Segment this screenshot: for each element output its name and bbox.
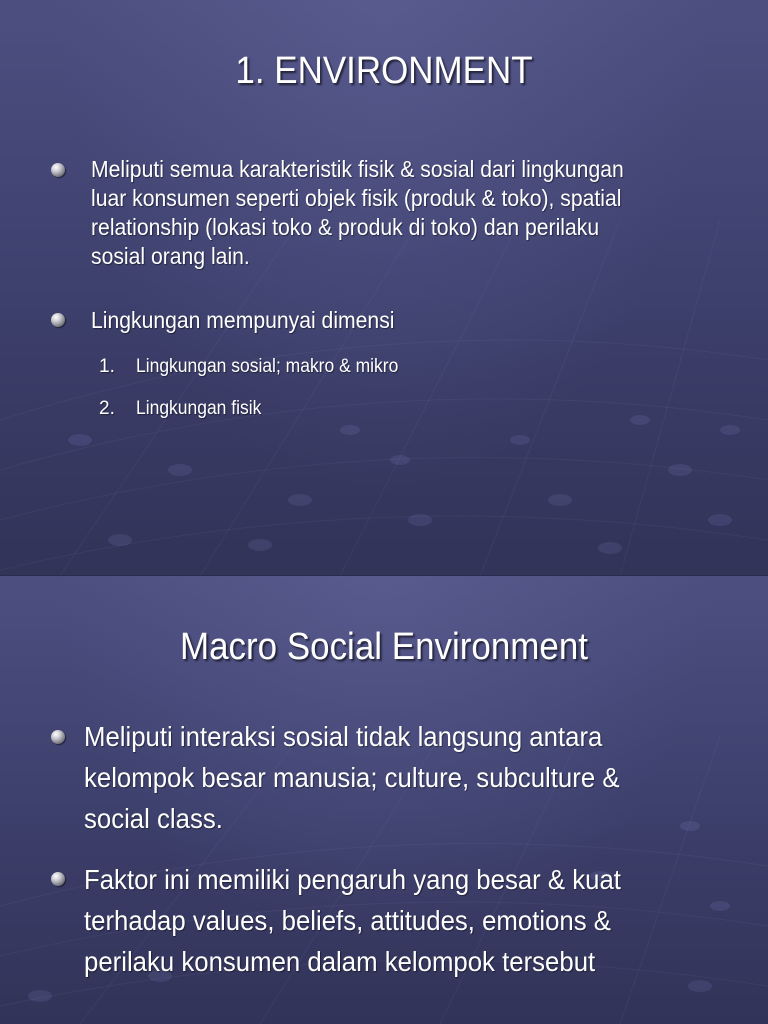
bullet-text	[91, 155, 717, 271]
sphere-bullet-icon	[51, 163, 65, 177]
text-line: Faktor ini memiliki pengaruh yang besar & kuat	[84, 864, 621, 895]
slide-2	[0, 576, 768, 1024]
slide-title: Macro Social Environment	[179, 626, 589, 668]
text-line: Meliputi interaksi sosial tidak langsung antara	[84, 721, 603, 752]
text-line: relationship (lokasi toko & produk di toko) dan perilaku	[91, 214, 600, 240]
sphere-bullet-icon	[51, 730, 65, 744]
text-line: social class.	[84, 803, 223, 834]
list-item-text: Lingkungan sosial; makro & mikro	[136, 356, 399, 377]
text-line: kelompok besar manusia; culture, subculture &	[84, 762, 620, 793]
text-line: Lingkungan mempunyai dimensi	[91, 307, 395, 333]
list-item-text: Lingkungan fisik	[136, 398, 262, 419]
bullet-text	[91, 306, 643, 335]
slide-title: 1. ENVIRONMENT	[235, 50, 533, 92]
text-line: terhadap values, beliefs, attitudes, emotions &	[84, 905, 611, 936]
bullet-text	[84, 859, 710, 982]
bullet-text	[84, 716, 710, 839]
list-number: 1.	[99, 356, 115, 377]
sphere-bullet-icon	[51, 313, 65, 327]
text-line: perilaku konsumen dalam kelompok tersebut	[84, 946, 596, 977]
text-line: luar konsumen seperti objek fisik (produk & toko), spatial	[91, 185, 622, 211]
list-number: 2.	[99, 398, 115, 419]
sphere-bullet-icon	[51, 872, 65, 886]
text-line: sosial orang lain.	[91, 243, 250, 269]
text-line: Meliputi semua karakteristik fisik & sosial dari lingkungan	[91, 156, 624, 182]
